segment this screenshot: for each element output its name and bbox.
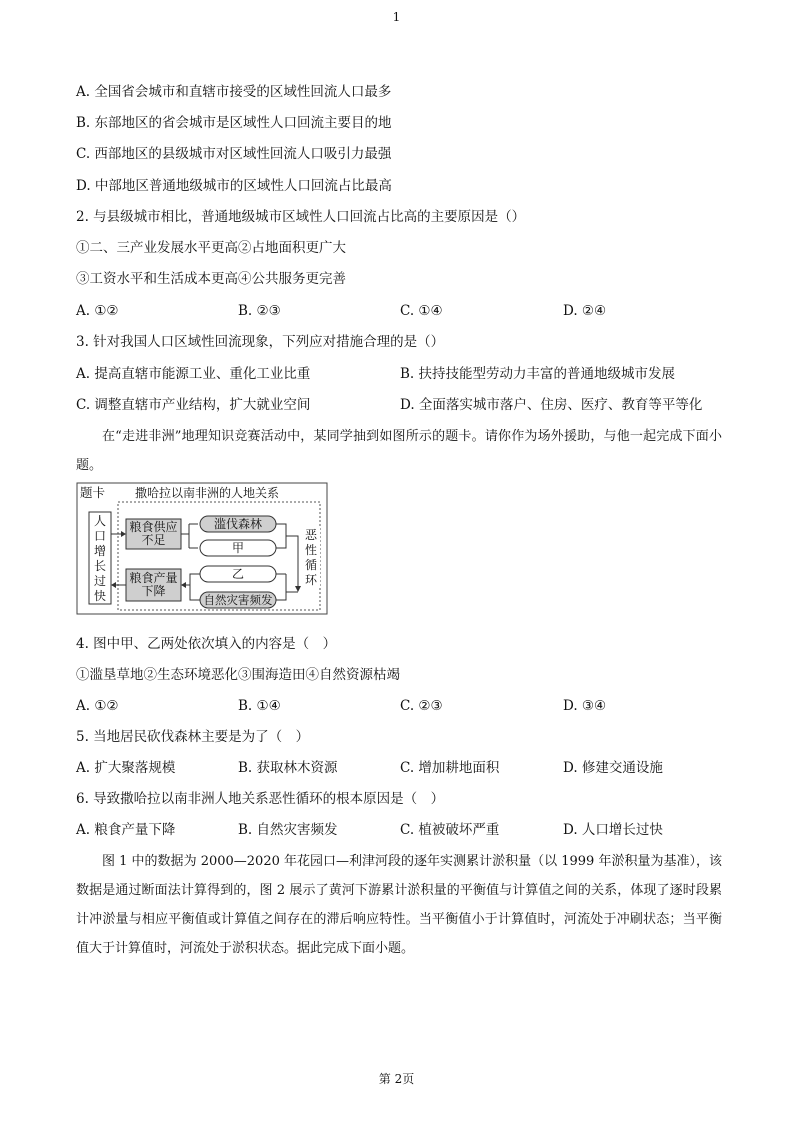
cycle-char: 循	[304, 558, 317, 572]
q6-stem: 6. 导致撒哈拉以南非洲人地关系恶性循环的根本原因是（ ）	[76, 791, 445, 807]
q5-option-a: A. 扩大聚落规模	[76, 760, 176, 776]
population-char: 快	[93, 589, 106, 603]
q6-option-b: B. 自然灾害频发	[238, 822, 338, 838]
card-label: 题卡	[80, 485, 106, 500]
yi-label: 乙	[231, 567, 244, 581]
q2-option-b: B. ②③	[238, 303, 281, 319]
food-drop-line: 粮食产量	[129, 571, 178, 585]
q3-stem: 3. 针对我国人口区域性回流现象，下列应对措施合理的是（）	[76, 334, 445, 350]
q4-option-c: C. ②③	[400, 698, 443, 714]
q4-option-a: A. ①②	[76, 698, 119, 714]
q4-stem: 4. 图中甲、乙两处依次填入的内容是（ ）	[76, 636, 337, 652]
deforest-label: 滥伐森林	[213, 517, 262, 531]
q6-option-c: C. 植被破坏严重	[400, 822, 500, 838]
question-card-diagram	[76, 482, 330, 616]
food-drop-line: 下降	[141, 584, 166, 598]
q1-option-a: A. 全国省会城市和直辖市接受的区域性回流人口最多	[76, 84, 392, 100]
page-number: 1	[392, 10, 401, 24]
population-char: 口	[93, 529, 106, 543]
population-char: 增	[93, 544, 106, 558]
q6-option-a: A. 粮食产量下降	[76, 822, 176, 838]
q5-stem: 5. 当地居民砍伐森林主要是为了（ ）	[76, 729, 310, 745]
population-char: 人	[93, 514, 106, 528]
q3-option-c: C. 调整直辖市产业结构，扩大就业空间	[76, 397, 311, 413]
q1-option-b: B. 东部地区的省会城市是区域性人口回流主要目的地	[76, 115, 392, 131]
q4-option-d: D. ③④	[563, 698, 607, 714]
food-drop-box	[126, 572, 181, 598]
disaster-label: 自然灾害频发	[203, 593, 273, 607]
card-title: 撒哈拉以南非洲的人地关系	[134, 486, 279, 500]
food-short-line: 不足	[141, 533, 166, 547]
q2-items-1: ①二、三产业发展水平更高②占地面积更广大	[76, 240, 346, 256]
vicious-cycle-label	[302, 528, 320, 588]
cycle-char: 性	[304, 543, 317, 557]
page-footer: 第 2页	[378, 1072, 415, 1086]
cycle-char: 恶	[304, 528, 317, 542]
population-box	[89, 514, 111, 604]
q5-option-d: D. 修建交通设施	[563, 760, 663, 776]
population-char: 过	[93, 574, 106, 588]
q4-option-b: B. ①④	[238, 698, 281, 714]
cycle-char: 环	[304, 573, 317, 587]
q5-option-b: B. 获取林木资源	[238, 760, 338, 776]
intro-yellow-river: 图 1 中的数据为 2000—2020 年花园口—利津河段的逐年实测累计淤积量（以 1999 年淤积量为基准），该数据是通过断面法计算得到的，图 2 展示了黄河下游累计淤积量的平衡值与计算值之间的关系，体现了逐时段累计冲淤量与相应平衡值或计算值之间存在的滞后响应特性。当平衡值小于计算值时，河流处于冲刷状态；当平衡值大于计算值时，河流处于淤积状态。据此完成下面小题。	[76, 854, 722, 956]
q1-option-d: D. 中部地区普通地级城市的区域性人口回流占比最高	[76, 178, 392, 194]
q6-option-d: D. 人口增长过快	[563, 822, 663, 838]
population-char: 长	[93, 559, 106, 573]
q2-items-2: ③工资水平和生活成本更高④公共服务更完善	[76, 271, 346, 287]
q5-option-c: C. 增加耕地面积	[400, 760, 500, 776]
q1-option-c: C. 西部地区的县级城市对区域性回流人口吸引力最强	[76, 146, 392, 162]
q3-option-d: D. 全面落实城市落户、住房、医疗、教育等平等化	[400, 397, 703, 413]
q2-option-d: D. ②④	[563, 303, 607, 319]
q2-option-c: C. ①④	[400, 303, 443, 319]
q3-option-b: B. 扶持技能型劳动力丰富的普通地级城市发展	[400, 366, 676, 382]
food-short-line: 粮食供应	[129, 520, 178, 534]
jia-label: 甲	[231, 541, 244, 555]
q2-option-a: A. ①②	[76, 303, 119, 319]
q2-stem: 2. 与县级城市相比，普通地级城市区域性人口回流占比高的主要原因是（）	[76, 209, 526, 225]
q4-items: ①滥垦草地②生态环境恶化③围海造田④自然资源枯竭	[76, 667, 400, 683]
q3-option-a: A. 提高直辖市能源工业、重化工业比重	[76, 366, 311, 382]
intro-africa: 在“走进非洲”地理知识竞赛活动中，某同学抽到如图所示的题卡。请你作为场外援助，与他一起完成下面小题。	[76, 429, 722, 473]
food-short-box	[126, 521, 181, 547]
